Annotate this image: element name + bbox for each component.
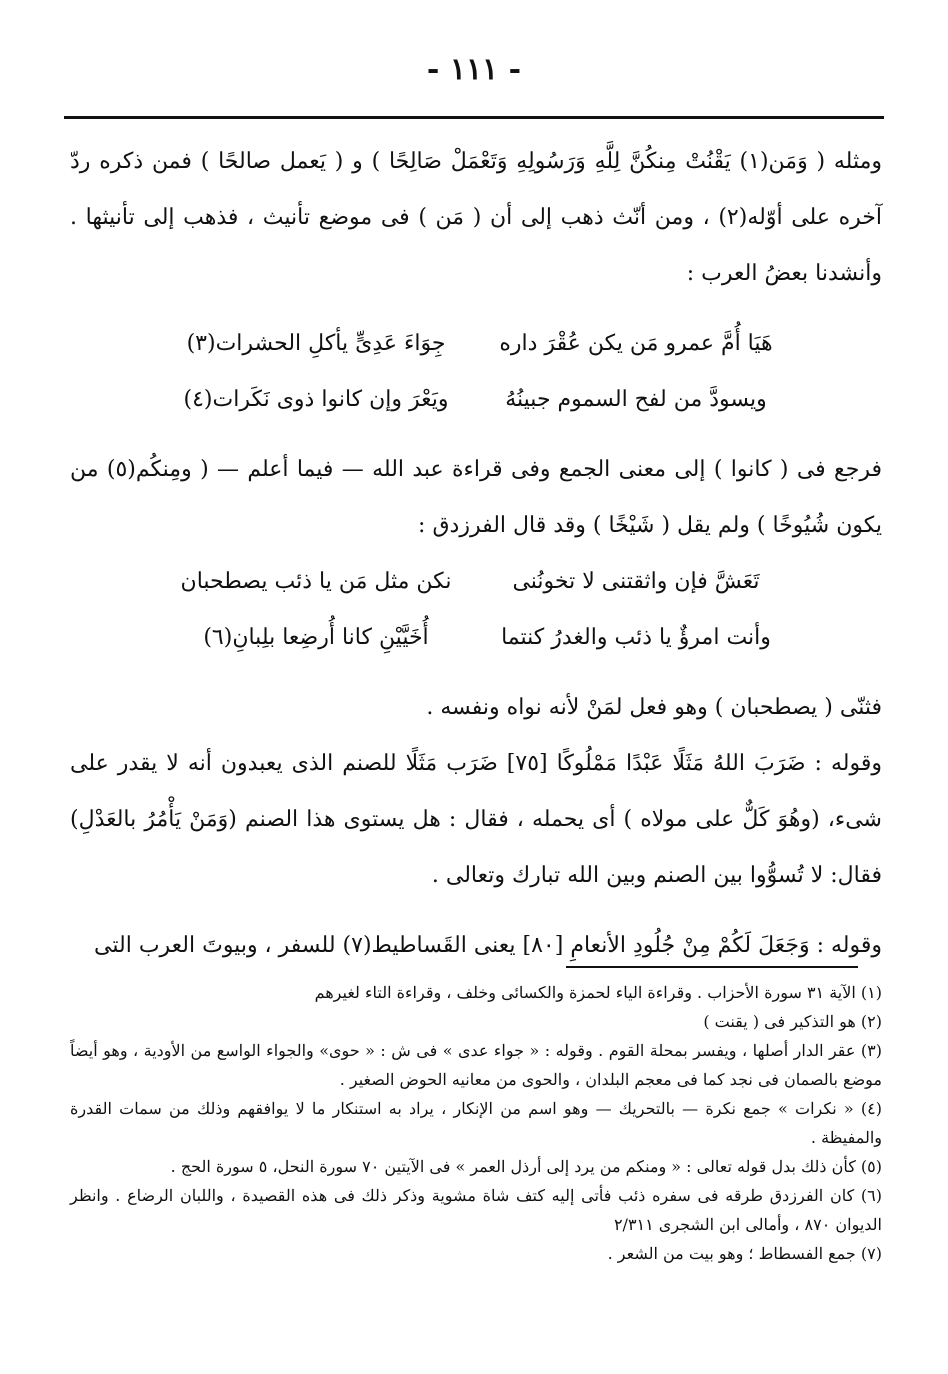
- hemistich: نكن مثل مَن يا ذئب يصطحبان: [180, 569, 452, 594]
- hemistich: جِوَاءَ عَدِىٍّ يأكلِ الحشرات(٣): [186, 331, 446, 356]
- footnote: (٣) عقر الدار أصلها ، ويفسر بمحلة القوم . وقوله : « جواء عدى » فى ش : « حوى» والجواء الواسع من الأودية ، وهو أيضاً موضع بالصمان فى نجد كما فى معجم البلدان ، والحوى من معانيه الحوض الصغير .: [70, 1041, 883, 1089]
- footnote-rule: [566, 966, 858, 968]
- paragraph-3: فثنّى ( يصطحبان ) وهو فعل لمَنْ لأنه نواه ونفسه .: [426, 695, 882, 720]
- hemistich: تَعَشَّ فإن واثقتنى لا تخونُنى: [512, 569, 760, 594]
- hemistich: هَيَا أُمَّ عمرو مَن يكن عُقْرَ داره: [499, 331, 773, 356]
- footnote: (٥) كأن ذلك بدل قوله تعالى : « ومنكم من يرد إلى أرذل العمر » فى الآيتين ٧٠ سورة النحل، ٥ سورة الحج .: [170, 1157, 882, 1176]
- hemistich: ويسودَّ من لفح السموم جبينُهُ: [505, 387, 767, 412]
- hemistich: ويَعْرَ وإن كانوا ذوى نَكَرات(٤): [183, 387, 449, 412]
- footnote: (١) الآية ٣١ سورة الأحزاب . وقراءة الياء لحمزة والكسائى وخلف ، وقراءة التاء لغيرهم: [314, 983, 882, 1002]
- poem-1-verse-2: [166, 372, 786, 428]
- hemistich: أُخَيَّيْنِ كانا أُرضِعا بلِبانِ(٦): [203, 625, 429, 650]
- footnote: (٦) كان الفرزدق طرقه فى سفره ذئب فأتى إليه كتف شاة مشوية وذكر ذلك فى هذه القصيدة ، واللبان الرضاع . وانظر الديوان ٨٧٠ ، وأمالى ابن الشجرى ٢/٣١١: [70, 1186, 882, 1234]
- paragraph-5: وقوله : وَجَعَلَ لَكُمْ مِنْ جُلُودِ الأنعامِ [٨٠] يعنى القَساطيط(٧) للسفر ، وبيوتَ العرب التى: [94, 933, 882, 958]
- main-text: [70, 134, 882, 974]
- poem-2-verse-1: [166, 554, 786, 610]
- footnote: (٤) « نكرات » جمع نكرة — بالتحريك — وهو اسم من الإنكار ، يراد به استنكار ما لا يوافقهم وذلك من سمات القدرة والمفيظة .: [70, 1099, 883, 1147]
- footnote: (٢) هو التذكير فى ( يقنت ): [703, 1012, 882, 1031]
- hemistich: وأنت امرؤٌ يا ذئب والغدرُ كنتما: [501, 625, 771, 650]
- paragraph-1: ومثله ( وَمَن(١) يَقْنُتْ مِنكُنَّ لِلَّهِ وَرَسُولِهِ وَتَعْمَلْ صَالِحًا ) و ( يَعمل صالحًا ) فمن ذكره ردّ آخره على أوّله(٢) ، ومن أنّث ذهب إلى أن ( مَن ) فى موضع تأنيث ، فذهب إلى تأنيثها . وأنشدنا بعضُ العرب :: [70, 149, 882, 286]
- paragraph-4: وقوله : ضَرَبَ اللهُ مَثَلًا عَبْدًا مَمْلُوكًا [٧٥] ضَرَب مَثَلًا للصنم الذى يعبدون أنه لا يقدر على شىء، (وهُوَ كَلٌّ على مولاه ) أى يحمله ، فقال : هل يستوى هذا الصنم (وَمَنْ يَأْمُرُ بالعَدْلِ) فقال: لا تُسوُّوا بين الصنم وبين الله تبارك وتعالى .: [70, 751, 882, 888]
- page-number: - ١١١ -: [426, 52, 522, 87]
- poem-2-verse-2: [166, 610, 786, 666]
- footnote: (٧) جمع الفسطاط ؛ وهو بيت من الشعر .: [607, 1244, 882, 1263]
- paragraph-2: فرجع فى ( كانوا ) إلى معنى الجمع وفى قراءة عبد الله — فيما أعلم — ( ومِنكُم(٥) من يكون شُيُوخًا ) ولم يقل ( شَيْخًا ) وقد قال الفرزدق :: [70, 457, 883, 538]
- footnotes: [70, 978, 882, 1268]
- top-rule: [64, 116, 884, 119]
- poem-1-verse-1: [166, 316, 786, 372]
